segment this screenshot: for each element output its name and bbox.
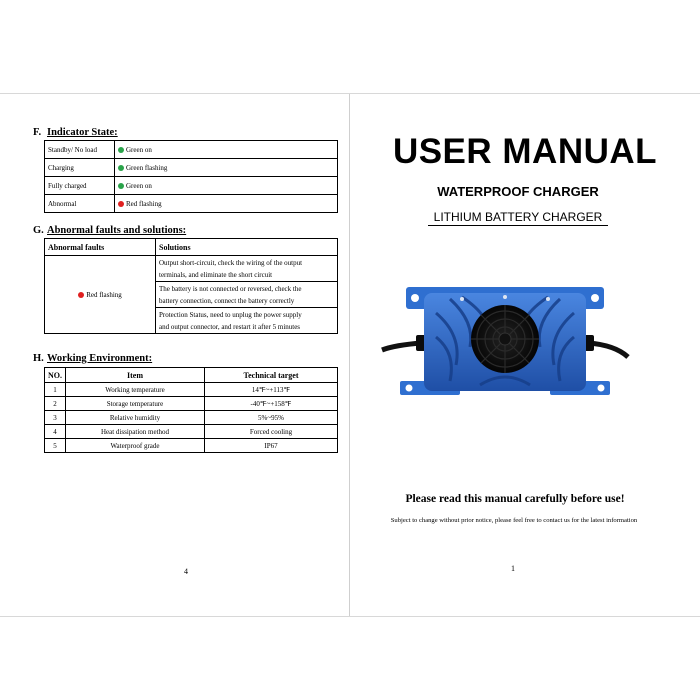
section-letter: G. bbox=[33, 225, 44, 236]
faults-table bbox=[44, 238, 338, 334]
indicator-value-cell bbox=[115, 177, 338, 195]
environment-table bbox=[44, 367, 338, 453]
manual-subtitle: WATERPROOF CHARGER bbox=[437, 184, 599, 199]
solution-line: battery connection, connect the battery correctly bbox=[159, 296, 295, 305]
env-no: 1 bbox=[45, 383, 66, 397]
indicator-dot-icon bbox=[118, 183, 124, 189]
env-target: 14℉~+113℉ bbox=[205, 383, 338, 397]
fault-row bbox=[45, 256, 338, 282]
env-item: Storage temperature bbox=[66, 397, 205, 411]
env-row bbox=[45, 439, 338, 453]
right-page bbox=[350, 94, 700, 616]
indicator-table bbox=[44, 140, 338, 213]
section-g-heading bbox=[33, 225, 186, 236]
solution-cell bbox=[156, 282, 338, 308]
indicator-value-cell bbox=[115, 159, 338, 177]
env-no: 4 bbox=[45, 425, 66, 439]
env-target: -40℉~+158℉ bbox=[205, 397, 338, 411]
env-no: 3 bbox=[45, 411, 66, 425]
page-number-right: 1 bbox=[511, 564, 515, 573]
env-header-target: Technical target bbox=[205, 368, 338, 383]
left-page bbox=[0, 94, 349, 616]
section-letter: H. bbox=[33, 353, 44, 364]
manual-title: USER MANUAL bbox=[392, 132, 658, 171]
env-no: 5 bbox=[45, 439, 66, 453]
env-no: 2 bbox=[45, 397, 66, 411]
solution-line: terminals, and eliminate the short circuit bbox=[159, 270, 273, 279]
env-target: Forced cooling bbox=[205, 425, 338, 439]
red-dot-icon bbox=[78, 292, 84, 298]
indicator-row bbox=[45, 177, 338, 195]
solution-line: Output short-circuit, check the wiring of the output bbox=[159, 258, 303, 267]
indicator-value-cell bbox=[115, 141, 338, 159]
indicator-state: Abnormal bbox=[45, 195, 115, 213]
indicator-value: Red flashing bbox=[126, 199, 162, 208]
env-row bbox=[45, 411, 338, 425]
change-notice: Subject to change without prior notice, please feel free to contact us for the latest information bbox=[390, 517, 638, 524]
env-item: Waterproof grade bbox=[66, 439, 205, 453]
section-title: Abnormal faults and solutions: bbox=[47, 225, 187, 236]
env-target: 5%~95% bbox=[205, 411, 338, 425]
section-f-heading bbox=[33, 127, 118, 138]
faults-header: Abnormal faults bbox=[45, 239, 156, 256]
env-header-item: Item bbox=[66, 368, 205, 383]
section-h-heading bbox=[33, 353, 152, 364]
indicator-dot-icon bbox=[118, 147, 124, 153]
env-row bbox=[45, 383, 338, 397]
env-row bbox=[45, 397, 338, 411]
env-item: Relative humidity bbox=[66, 411, 205, 425]
env-target: IP67 bbox=[205, 439, 338, 453]
env-header-no: NO. bbox=[45, 368, 66, 383]
indicator-state: Charging bbox=[45, 159, 115, 177]
page-number-left: 4 bbox=[184, 567, 188, 576]
read-manual-notice: Please read this manual carefully before use! bbox=[405, 493, 625, 505]
section-title: Indicator State: bbox=[47, 127, 118, 138]
section-letter: F. bbox=[33, 127, 42, 138]
indicator-value: Green flashing bbox=[126, 163, 168, 172]
indicator-dot-icon bbox=[118, 165, 124, 171]
indicator-state: Fully charged bbox=[45, 177, 115, 195]
indicator-dot-icon bbox=[118, 201, 124, 207]
indicator-value-cell bbox=[115, 195, 338, 213]
indicator-value: Green on bbox=[126, 145, 152, 154]
env-row bbox=[45, 425, 338, 439]
section-title: Working Environment: bbox=[47, 353, 153, 364]
manual-spread bbox=[0, 93, 700, 617]
solution-line: and output connector, and restart it after 5 minutes bbox=[159, 322, 301, 331]
env-item: Working temperature bbox=[66, 383, 205, 397]
fault-label: Red flashing bbox=[86, 290, 122, 299]
manual-subtitle-2: LITHIUM BATTERY CHARGER bbox=[428, 210, 608, 226]
indicator-row bbox=[45, 141, 338, 159]
solution-cell bbox=[156, 256, 338, 282]
env-item: Heat dissipation method bbox=[66, 425, 205, 439]
fault-cell bbox=[45, 256, 156, 334]
solution-line: Protection Status, need to unplug the power supply bbox=[159, 310, 302, 319]
charger-image bbox=[380, 277, 630, 417]
solution-cell bbox=[156, 308, 338, 334]
indicator-row bbox=[45, 195, 338, 213]
indicator-row bbox=[45, 159, 338, 177]
solution-line: The battery is not connected or reversed, check the bbox=[159, 284, 302, 293]
indicator-value: Green on bbox=[126, 181, 152, 190]
solutions-header: Solutions bbox=[156, 239, 338, 256]
indicator-state: Standby/ No load bbox=[45, 141, 115, 159]
